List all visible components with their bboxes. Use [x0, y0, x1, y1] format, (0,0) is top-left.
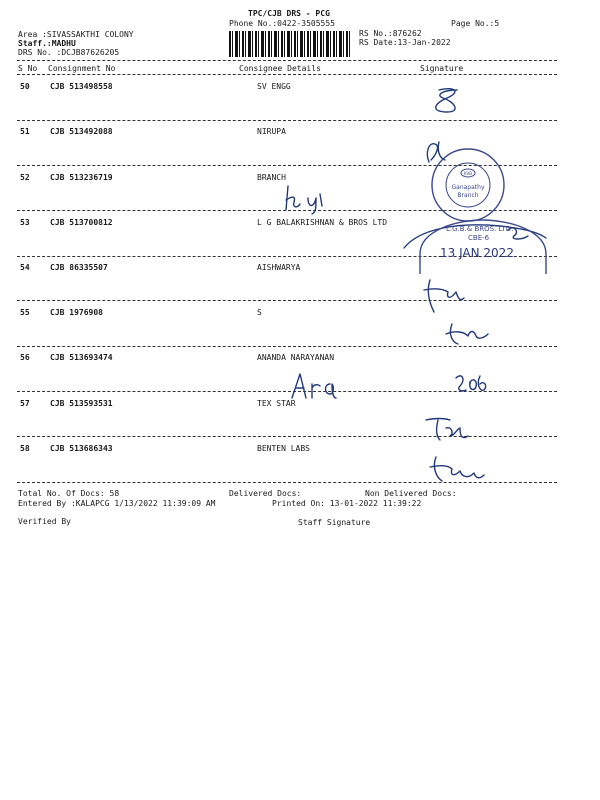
row-divider — [17, 436, 557, 437]
stamp-company: L.G.B.& BROS. LTD. — [446, 225, 514, 233]
row-divider — [17, 300, 557, 301]
signature-row-54 — [420, 278, 470, 318]
drs-number: DRS No. :DCJB87626205 — [18, 48, 120, 57]
row-consignment: CJB 1976908 — [50, 308, 103, 317]
row-sno: 52 — [20, 173, 30, 182]
stamp-date: 13 JAN 2022 — [440, 246, 514, 260]
row-divider — [17, 120, 557, 121]
row-consignee: L G BALAKRISHNAN & BROS LTD — [257, 218, 388, 227]
row-consignment: CJB 513593531 — [50, 399, 113, 408]
company-date-stamp — [418, 218, 548, 276]
svg-text:Branch: Branch — [457, 192, 479, 199]
column-header-sno: S No — [18, 64, 38, 73]
svg-text:Ganapathy: Ganapathy — [451, 184, 485, 191]
printed-on: Printed On: 13-01-2022 11:39:22 — [272, 499, 422, 508]
row-sno: 55 — [20, 308, 30, 317]
signature-row-50 — [425, 86, 475, 116]
rs-number: RS No.:876262 — [359, 29, 422, 38]
row-consignment: CJB 513693474 — [50, 353, 113, 362]
staff-label: Staff.:MADHU — [18, 39, 76, 48]
row-sno: 50 — [20, 82, 30, 91]
area-label: Area :SIVASSAKTHI COLONY — [18, 30, 134, 39]
staff-signature-label: Staff Signature — [298, 518, 371, 527]
page-number: Page No.:5 — [451, 19, 500, 28]
row-consignment: CJB 513700812 — [50, 218, 113, 227]
signature-row-58 — [428, 455, 488, 485]
row-consignee: ANANDA NARAYANAN — [257, 353, 335, 362]
row-consignee: NIRUPA — [257, 127, 286, 136]
column-header-consignment: Consignment No — [48, 64, 116, 73]
rs-date: RS Date:13-Jan-2022 — [359, 38, 451, 47]
row-sno: 51 — [20, 127, 30, 136]
phone-number: Phone No.:0422-3505555 — [229, 19, 335, 28]
row-consignment: CJB 513498558 — [50, 82, 113, 91]
row-consignee: AISHWARYA — [257, 263, 301, 272]
row-consignee: S — [257, 308, 262, 317]
row-sno: 53 — [20, 218, 30, 227]
verified-by: Verified By — [18, 517, 71, 526]
barcode — [229, 31, 351, 57]
row-sno: 54 — [20, 263, 30, 272]
signature-row-52 — [282, 184, 332, 214]
row-sno: 56 — [20, 353, 30, 362]
signature-row-55 — [444, 318, 494, 348]
row-consignment: CJB 513236719 — [50, 173, 113, 182]
signature-row-57 — [424, 414, 474, 444]
row-sno: 58 — [20, 444, 30, 453]
entered-by: Entered By :KALAPCG 1/13/2022 11:39:09 AM — [18, 499, 216, 508]
row-consignee: BRANCH — [257, 173, 286, 182]
divider — [17, 74, 557, 75]
row-consignment: CJB 513686343 — [50, 444, 113, 453]
divider — [17, 60, 557, 61]
row-consignment: CJB 86335507 — [50, 263, 108, 272]
column-header-signature: Signature — [420, 64, 464, 73]
row-consignment: CJB 513492088 — [50, 127, 113, 136]
row-consignee: TEX STAR — [257, 399, 296, 408]
signature-row-56 — [290, 372, 350, 402]
branch-round-stamp — [428, 145, 508, 225]
signature-row-56-b — [452, 370, 492, 400]
row-sno: 57 — [20, 399, 30, 408]
column-header-consignee: Consignee Details — [239, 64, 321, 73]
row-consignee: BENTEN LABS — [257, 444, 310, 453]
svg-text:KVB: KVB — [463, 171, 473, 176]
delivered-docs: Delivered Docs: — [229, 489, 302, 498]
row-consignee: SV ENGG — [257, 82, 291, 91]
document-title: TPC/CJB DRS - PCG — [248, 9, 330, 18]
total-docs: Total No. Of Docs: 58 — [18, 489, 120, 498]
stamp-city: CBE-6 — [468, 234, 490, 242]
non-delivered-docs: Non Delivered Docs: — [365, 489, 457, 498]
